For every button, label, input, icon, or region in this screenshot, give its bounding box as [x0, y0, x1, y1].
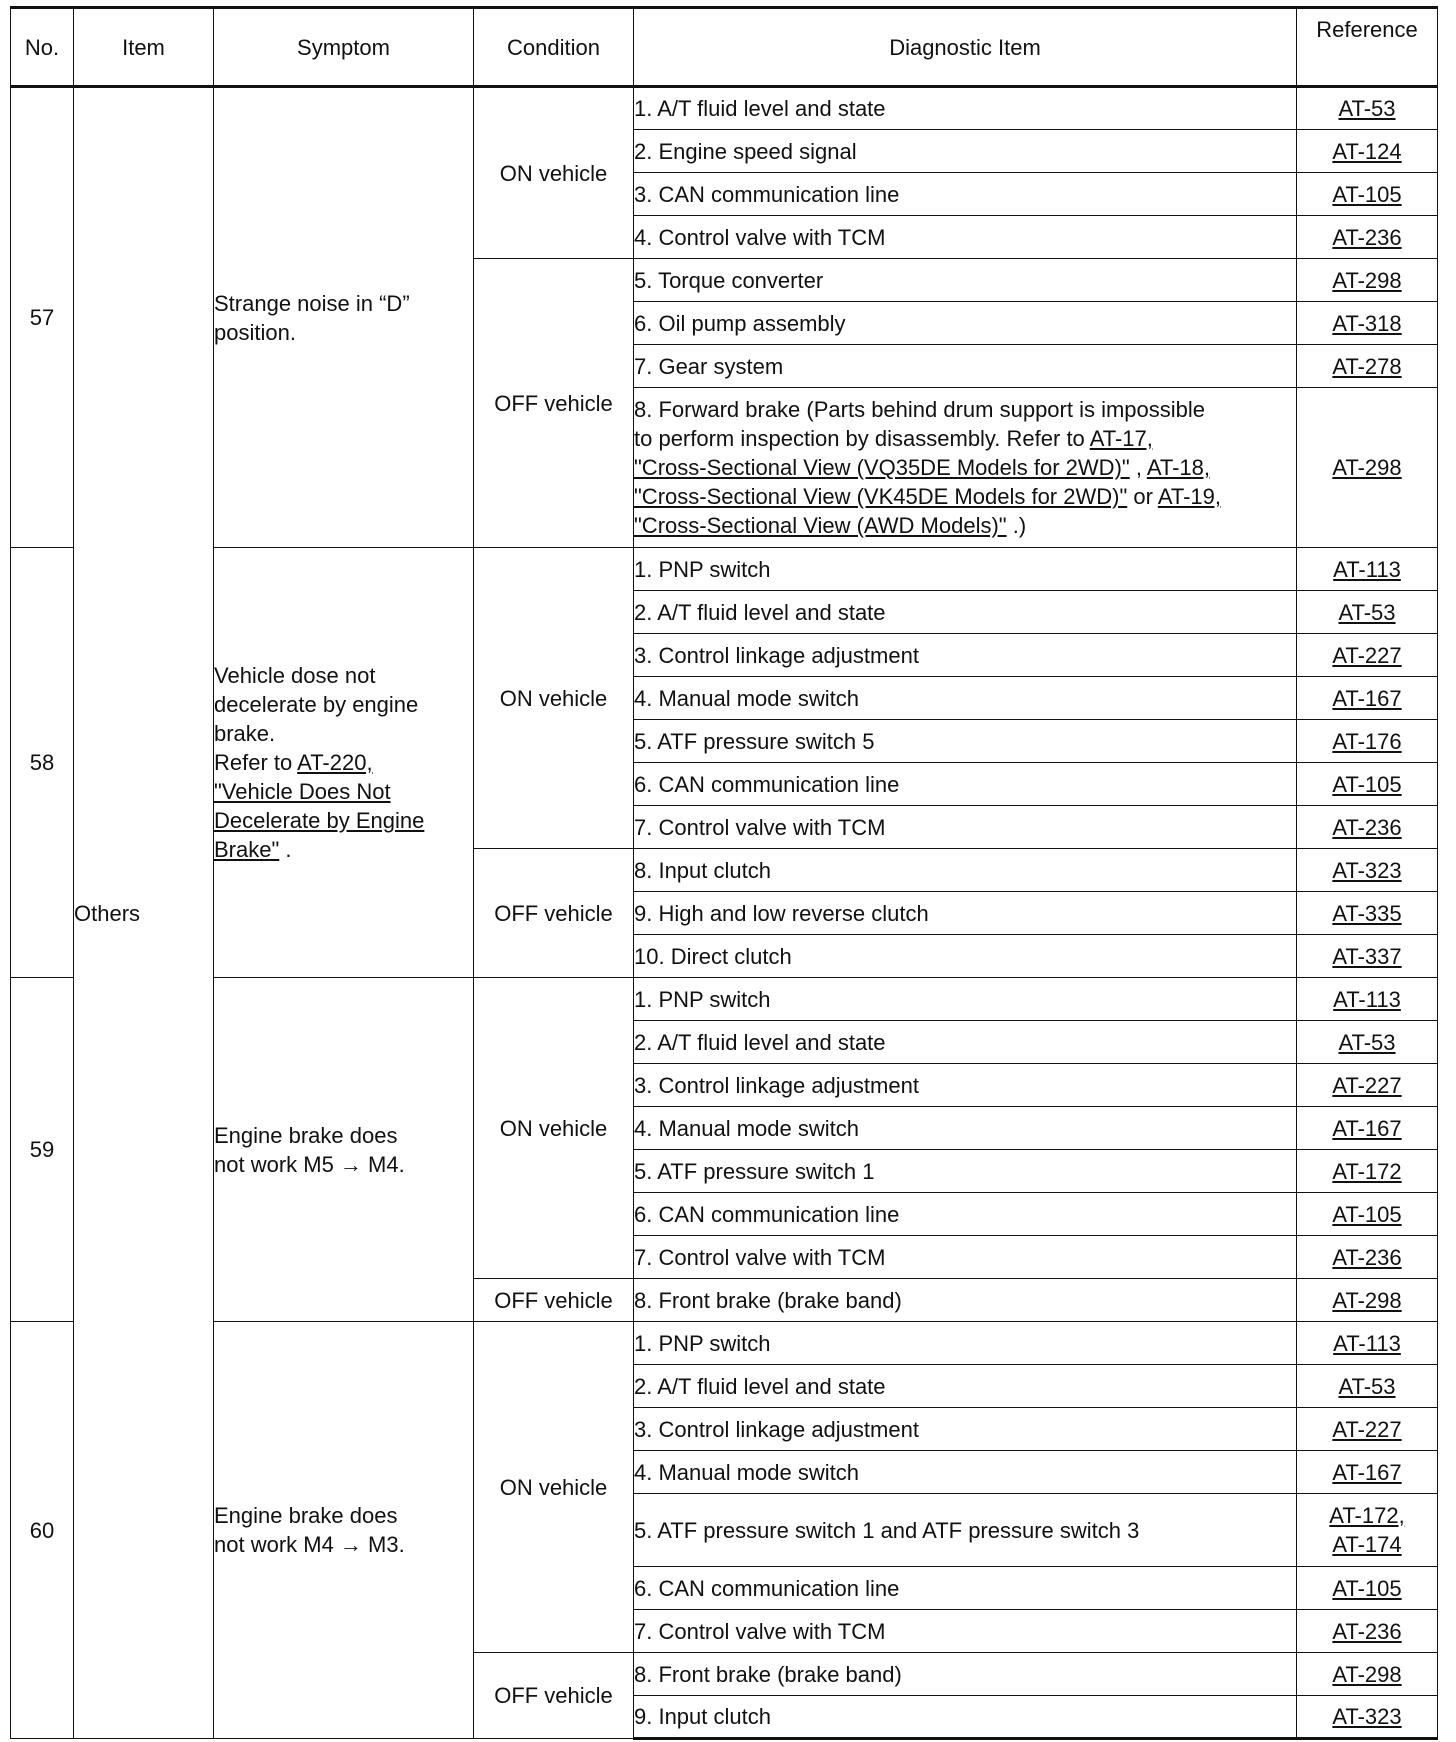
header-item: Item — [74, 8, 214, 87]
diagnostic-item: 5. Torque converter — [634, 259, 1297, 302]
reference-link[interactable]: AT-298 — [1332, 1661, 1402, 1687]
symptom-line: not work M4 → M3. — [214, 1532, 405, 1557]
reference-link[interactable]: AT-298 — [1332, 1287, 1402, 1313]
cross-ref-link[interactable]: "Vehicle Does Not — [214, 779, 391, 804]
diagnostic-item: 2. A/T fluid level and state — [634, 591, 1297, 634]
reference-link[interactable]: AT-53 — [1338, 1029, 1396, 1055]
item-text: to perform inspection by disassembly. Refer to — [634, 426, 1090, 451]
symptom-58 — [214, 548, 474, 978]
diagnostic-item: 6. Oil pump assembly — [634, 302, 1297, 345]
header-condition: Condition — [474, 8, 634, 87]
header-no: No. — [11, 8, 74, 87]
diagnostic-item: 1. PNP switch — [634, 978, 1297, 1021]
reference-link[interactable]: AT-113 — [1333, 556, 1401, 582]
diagnostic-item: 3. Control linkage adjustment — [634, 1064, 1297, 1107]
table-row — [11, 978, 1438, 1021]
reference-link[interactable]: AT-167 — [1332, 1459, 1402, 1485]
table-row — [11, 87, 1438, 130]
reference-link[interactable]: AT-323 — [1332, 857, 1402, 883]
item-line — [634, 482, 1296, 511]
reference-link[interactable]: AT-323 — [1332, 1704, 1402, 1729]
cross-ref-link[interactable]: "Cross-Sectional View (VK45DE Models for 2WD)" — [634, 484, 1128, 509]
reference-link[interactable]: AT-53 — [1338, 599, 1396, 625]
symptom-line: position. — [214, 319, 296, 345]
header-diagnostic-item: Diagnostic Item — [634, 8, 1297, 87]
symptom-line: brake. — [214, 721, 276, 746]
item-text: , — [1129, 455, 1147, 480]
reference-link[interactable]: AT-278 — [1332, 353, 1402, 379]
symptom-text: . — [279, 837, 292, 862]
item-line — [634, 424, 1296, 453]
item-line — [634, 511, 1296, 540]
reference-link[interactable]: AT-113 — [1333, 1330, 1401, 1356]
condition-on: ON vehicle — [474, 87, 634, 259]
symptom-59 — [214, 978, 474, 1322]
diagnostic-item: 8. Front brake (brake band) — [634, 1653, 1297, 1696]
table-row — [11, 1322, 1438, 1365]
reference-link[interactable]: AT-167 — [1332, 1115, 1402, 1141]
row-number-58: 58 — [11, 548, 74, 978]
reference-link[interactable]: AT-335 — [1332, 900, 1402, 926]
item-cell: Others — [74, 87, 214, 1739]
diagnostic-item: 7. Gear system — [634, 345, 1297, 388]
reference-link[interactable]: AT-236 — [1332, 814, 1402, 840]
diagnostic-item: 4. Control valve with TCM — [634, 216, 1297, 259]
condition-off: OFF vehicle — [474, 259, 634, 548]
cross-ref-link[interactable]: AT-17, — [1089, 426, 1153, 451]
diagnostic-item: 3. Control linkage adjustment — [634, 634, 1297, 677]
header-row — [11, 8, 1438, 87]
diagnostic-item: 7. Control valve with TCM — [634, 1236, 1297, 1279]
cross-ref-link[interactable]: "Cross-Sectional View (AWD Models)" — [634, 513, 1007, 538]
cross-ref-link[interactable]: Decelerate by Engine — [214, 808, 425, 833]
reference-link[interactable]: AT-172, — [1329, 1503, 1405, 1528]
item-line: 8. Forward brake (Parts behind drum support is impossible — [634, 397, 1206, 422]
symptom-60 — [214, 1322, 474, 1739]
diagnostic-table — [10, 6, 1438, 1740]
symptom-line: Strange noise in “D” — [214, 290, 410, 316]
diagnostic-item: 1. A/T fluid level and state — [634, 87, 1297, 130]
reference-link[interactable]: AT-167 — [1332, 685, 1402, 711]
diagnostic-item: 10. Direct clutch — [634, 935, 1297, 978]
diagnostic-item: 1. PNP switch — [634, 1322, 1297, 1365]
reference-link[interactable]: AT-318 — [1332, 310, 1402, 336]
reference-link[interactable]: AT-227 — [1332, 642, 1402, 668]
reference-link[interactable]: AT-124 — [1332, 138, 1402, 164]
condition-off: OFF vehicle — [474, 1653, 634, 1739]
reference-link[interactable]: AT-337 — [1332, 943, 1402, 969]
condition-on: ON vehicle — [474, 978, 634, 1279]
diagnostic-item: 2. Engine speed signal — [634, 130, 1297, 173]
reference-link[interactable]: AT-53 — [1338, 96, 1396, 121]
reference-link[interactable]: AT-172 — [1332, 1158, 1402, 1184]
item-line — [634, 453, 1296, 482]
diagnostic-item: 3. CAN communication line — [634, 173, 1297, 216]
cross-ref-link[interactable]: AT-18, — [1146, 455, 1211, 480]
reference-link[interactable]: AT-105 — [1332, 181, 1402, 207]
reference-link[interactable]: AT-105 — [1332, 771, 1402, 797]
row-number-60: 60 — [11, 1322, 74, 1739]
reference-link[interactable]: AT-236 — [1332, 1244, 1402, 1270]
symptom-line — [214, 835, 473, 864]
condition-off: OFF vehicle — [474, 849, 634, 978]
symptom-line: not work M5 → M4. — [214, 1151, 405, 1177]
header-reference: Reference — [1297, 8, 1438, 87]
table-row — [11, 548, 1438, 591]
diagnostic-item: 8. Front brake (brake band) — [634, 1279, 1297, 1322]
diagnostic-item: 4. Manual mode switch — [634, 677, 1297, 720]
diagnostic-item: 5. ATF pressure switch 1 — [634, 1150, 1297, 1193]
row-number-57: 57 — [11, 87, 74, 548]
reference-link[interactable]: AT-113 — [1333, 986, 1401, 1012]
header-symptom: Symptom — [214, 8, 474, 87]
symptom-57 — [214, 87, 474, 548]
diagnostic-item: 3. Control linkage adjustment — [634, 1408, 1297, 1451]
reference-link[interactable]: AT-53 — [1338, 1373, 1396, 1399]
reference-link[interactable]: AT-227 — [1332, 1072, 1402, 1098]
diagnostic-item: 7. Control valve with TCM — [634, 806, 1297, 849]
reference-link[interactable]: AT-236 — [1332, 224, 1402, 250]
diagnostic-item: 8. Input clutch — [634, 849, 1297, 892]
diagnostic-item: 5. ATF pressure switch 5 — [634, 720, 1297, 763]
reference-link[interactable]: AT-174 — [1332, 1532, 1402, 1557]
cross-ref-link[interactable]: AT-220, — [297, 750, 373, 775]
diagnostic-item: 7. Control valve with TCM — [634, 1610, 1297, 1653]
reference-link[interactable]: AT-105 — [1332, 1575, 1402, 1601]
reference-link[interactable]: AT-236 — [1332, 1618, 1402, 1644]
item-text: .) — [1006, 513, 1027, 538]
diagnostic-item: 1. PNP switch — [634, 548, 1297, 591]
symptom-line: Engine brake does — [214, 1122, 398, 1148]
condition-off: OFF vehicle — [474, 1279, 634, 1322]
cross-ref-link[interactable]: "Cross-Sectional View (VQ35DE Models for 2WD)" — [634, 455, 1130, 480]
diagnostic-item: 9. High and low reverse clutch — [634, 892, 1297, 935]
condition-on: ON vehicle — [474, 548, 634, 849]
diagnostic-item: 4. Manual mode switch — [634, 1107, 1297, 1150]
diagnostic-item: 4. Manual mode switch — [634, 1451, 1297, 1494]
cross-ref-link[interactable]: Brake" — [214, 837, 280, 862]
item-text: or — [1127, 484, 1158, 509]
diagnostic-item: 5. ATF pressure switch 1 and ATF pressure switch 3 — [634, 1494, 1297, 1567]
diagnostic-item: 9. Input clutch — [634, 1696, 1297, 1739]
symptom-line — [214, 806, 473, 835]
cross-ref-link[interactable]: AT-19, — [1157, 484, 1222, 509]
symptom-line — [214, 777, 473, 806]
symptom-line — [214, 748, 473, 777]
diagnostic-item: 6. CAN communication line — [634, 1193, 1297, 1236]
reference-link[interactable]: AT-105 — [1332, 1201, 1402, 1227]
symptom-line: Engine brake does — [214, 1503, 398, 1528]
symptom-text: Refer to — [214, 750, 298, 775]
condition-on: ON vehicle — [474, 1322, 634, 1653]
diagnostic-item: 6. CAN communication line — [634, 763, 1297, 806]
diagnostic-item: 2. A/T fluid level and state — [634, 1365, 1297, 1408]
row-number-59: 59 — [11, 978, 74, 1322]
symptom-line: decelerate by engine — [214, 692, 419, 717]
symptom-line: Vehicle dose not — [214, 663, 376, 688]
diagnostic-item-forward-brake — [634, 388, 1297, 548]
reference-link[interactable]: AT-298 — [1332, 267, 1402, 293]
reference-link[interactable]: AT-298 — [1332, 455, 1402, 480]
diagnostic-item: 6. CAN communication line — [634, 1567, 1297, 1610]
diagnostic-item: 2. A/T fluid level and state — [634, 1021, 1297, 1064]
reference-link[interactable]: AT-176 — [1332, 728, 1402, 754]
reference-link[interactable]: AT-227 — [1332, 1416, 1402, 1442]
